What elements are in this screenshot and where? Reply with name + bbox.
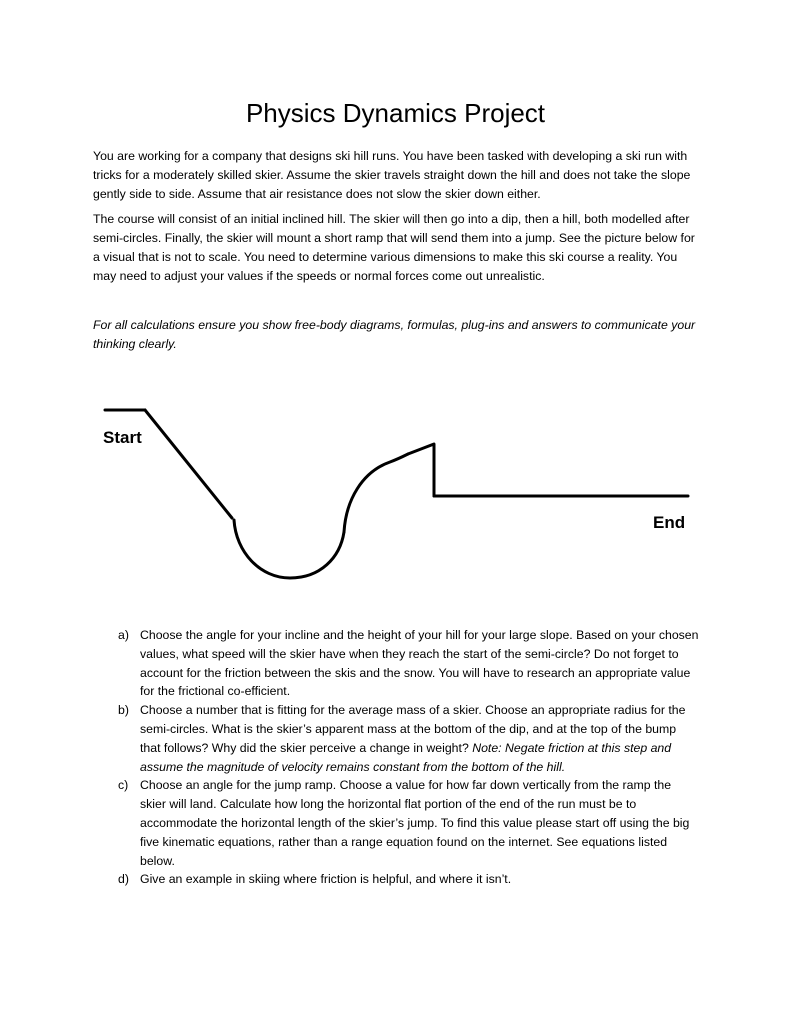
question-letter: d) <box>118 872 129 887</box>
end-label: End <box>653 513 686 532</box>
question-item-b <box>118 701 700 776</box>
question-letter: b) <box>118 703 129 718</box>
question-item-c <box>118 776 700 870</box>
page-title: Physics Dynamics Project <box>245 98 546 128</box>
bump-semicircle <box>344 454 408 532</box>
question-text: Choose a number that is fitting for the average mass of a skier. Choose an appropriate radius for the semi-circles. What is the skier’s apparent mass at the bottom of the dip, and at the top of the bump that follows? Why did the skier perceive a change in weight? Note: Negate friction at this step and assume the magnitude of velocity remains constant from the bottom of the hill. <box>140 703 686 774</box>
question-text: Choose the angle for your incline and the height of your hill for your large slope. Based on your chosen values, what speed will the skier have when they reach the start of the semi-circle? Do not forget to account for the friction between the skis and the snow. You will have to research an appropriate value for the frictional co-efficient. <box>140 628 699 699</box>
ski-course-diagram <box>100 400 700 590</box>
question-text: Give an example in skiing where friction is helpful, and where it isn’t. <box>140 872 512 887</box>
question-letter: a) <box>118 628 129 642</box>
dip-semicircle <box>234 520 344 578</box>
question-list <box>118 626 700 889</box>
intro-paragraph-2: The course will consist of an initial inclined hill. The skier will then go into a dip, then a hill, both modelled after semi-circles. Finally, the skier will mount a short ramp that will send them into a jump. See the picture below for a visual that is not to scale. You need to determine various dimensions to make this ski course a reality. You may need to adjust your values if the speeds or normal forces come out unrealistic. <box>93 212 695 283</box>
question-item-d <box>118 870 700 889</box>
question-text: Choose an angle for the jump ramp. Choose a value for how far down vertically from the ramp the skier will land. Calculate how long the horizontal flat portion of the end of the run must be to accommodate the horizontal length of the skier’s jump. To find this value please start off using the big five kinematic equations, rather than a range equation found on the internet. See equations listed below. <box>140 778 690 868</box>
question-item-a <box>118 626 700 701</box>
question-note: Note: Negate friction at this step and assume the magnitude of velocity remains constant from the bottom of the hill. <box>140 740 672 774</box>
jump-ramp-line <box>408 444 434 496</box>
incline-slope-line <box>145 410 232 518</box>
question-letter: c) <box>118 778 129 793</box>
start-label: Start <box>103 428 142 447</box>
intro-paragraph-1: You are working for a company that designs ski hill runs. You have been tasked with developing a ski run with tricks for a moderately skilled skier. Assume the skier travels straight down the hill and does not take the slope gently side to side. Assume that air resistance does not slow the skier down either. <box>93 149 691 201</box>
instructions-paragraph: For all calculations ensure you show free-body diagrams, formulas, plug-ins and answers to communicate your thinking clearly. <box>93 318 696 351</box>
